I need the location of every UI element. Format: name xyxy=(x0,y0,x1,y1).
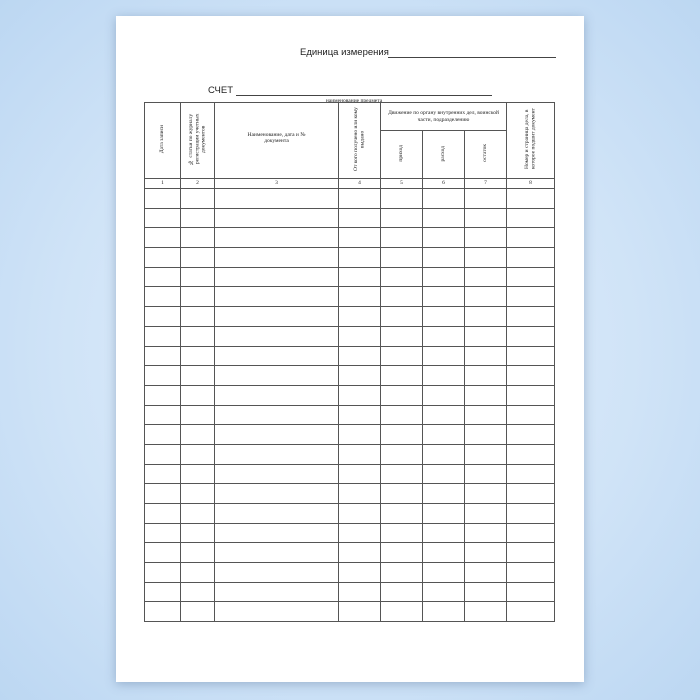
table-cell[interactable] xyxy=(181,464,215,484)
table-cell[interactable] xyxy=(215,307,339,327)
table-cell[interactable] xyxy=(339,267,381,287)
table-row xyxy=(145,504,555,524)
account-line xyxy=(208,85,492,99)
table-cell[interactable] xyxy=(507,563,555,583)
column-number: 3 xyxy=(215,179,339,189)
table-cell[interactable] xyxy=(465,287,507,307)
table-cell[interactable] xyxy=(215,189,339,209)
table-cell[interactable] xyxy=(181,582,215,602)
col-header-date: Дата записи xyxy=(145,103,181,179)
table-row xyxy=(145,582,555,602)
col-header-income: приход xyxy=(381,131,423,179)
table-cell[interactable] xyxy=(507,189,555,209)
table-cell[interactable] xyxy=(507,366,555,386)
table-cell[interactable] xyxy=(339,366,381,386)
table-cell[interactable] xyxy=(145,248,181,268)
table-cell[interactable] xyxy=(381,287,423,307)
table-cell[interactable] xyxy=(423,228,465,248)
table-cell[interactable] xyxy=(423,208,465,228)
table-cell[interactable] xyxy=(507,543,555,563)
table-cell[interactable] xyxy=(423,425,465,445)
table-cell[interactable] xyxy=(507,444,555,464)
table-cell[interactable] xyxy=(381,563,423,583)
table-cell[interactable] xyxy=(339,504,381,524)
table-cell[interactable] xyxy=(181,523,215,543)
table-cell[interactable] xyxy=(507,228,555,248)
table-cell[interactable] xyxy=(145,189,181,209)
table-cell[interactable] xyxy=(507,405,555,425)
table-cell[interactable] xyxy=(507,385,555,405)
table-cell[interactable] xyxy=(181,248,215,268)
table-cell[interactable] xyxy=(423,248,465,268)
table-cell[interactable] xyxy=(507,602,555,622)
table-cell[interactable] xyxy=(145,543,181,563)
table-cell[interactable] xyxy=(215,484,339,504)
table-cell[interactable] xyxy=(423,484,465,504)
table-cell[interactable] xyxy=(507,267,555,287)
register-sheet xyxy=(116,16,584,682)
table-cell[interactable] xyxy=(215,602,339,622)
table-row xyxy=(145,543,555,563)
table-row xyxy=(145,287,555,307)
table-cell[interactable] xyxy=(507,484,555,504)
table-cell[interactable] xyxy=(465,582,507,602)
table-row xyxy=(145,563,555,583)
table-cell[interactable] xyxy=(465,208,507,228)
table-cell[interactable] xyxy=(465,228,507,248)
table-cell[interactable] xyxy=(507,307,555,327)
table-cell[interactable] xyxy=(339,484,381,504)
table-cell[interactable] xyxy=(465,444,507,464)
table-cell[interactable] xyxy=(181,563,215,583)
table-cell[interactable] xyxy=(381,504,423,524)
column-number: 6 xyxy=(423,179,465,189)
table-row xyxy=(145,267,555,287)
table-cell[interactable] xyxy=(465,523,507,543)
table-cell[interactable] xyxy=(215,464,339,484)
table-cell[interactable] xyxy=(181,602,215,622)
column-number: 2 xyxy=(181,179,215,189)
table-cell[interactable] xyxy=(381,484,423,504)
table-cell[interactable] xyxy=(423,287,465,307)
table-cell[interactable] xyxy=(381,385,423,405)
table-cell[interactable] xyxy=(507,346,555,366)
table-cell[interactable] xyxy=(145,425,181,445)
table-cell[interactable] xyxy=(339,582,381,602)
table-cell[interactable] xyxy=(507,208,555,228)
column-number: 1 xyxy=(145,179,181,189)
table-cell[interactable] xyxy=(381,444,423,464)
account-label: СЧЕТ xyxy=(208,85,234,96)
table-cell[interactable] xyxy=(145,464,181,484)
col-header-expense: расход xyxy=(423,131,465,179)
table-cell[interactable] xyxy=(181,208,215,228)
table-row xyxy=(145,425,555,445)
table-cell[interactable] xyxy=(181,366,215,386)
table-cell[interactable] xyxy=(145,366,181,386)
table-cell[interactable] xyxy=(465,267,507,287)
table-cell[interactable] xyxy=(181,267,215,287)
column-number: 4 xyxy=(339,179,381,189)
table-cell[interactable] xyxy=(381,425,423,445)
table-cell[interactable] xyxy=(423,582,465,602)
table-cell[interactable] xyxy=(181,425,215,445)
table-cell[interactable] xyxy=(215,504,339,524)
table-cell[interactable] xyxy=(465,366,507,386)
table-cell[interactable] xyxy=(339,602,381,622)
table-cell[interactable] xyxy=(381,326,423,346)
table-cell[interactable] xyxy=(507,523,555,543)
table-cell[interactable] xyxy=(381,228,423,248)
table-cell[interactable] xyxy=(339,563,381,583)
table-cell[interactable] xyxy=(339,425,381,445)
table-cell[interactable] xyxy=(465,385,507,405)
table-row xyxy=(145,385,555,405)
table-cell[interactable] xyxy=(423,543,465,563)
table-cell[interactable] xyxy=(507,504,555,524)
table-cell[interactable] xyxy=(181,504,215,524)
table-cell[interactable] xyxy=(339,326,381,346)
table-cell[interactable] xyxy=(507,425,555,445)
table-cell[interactable] xyxy=(465,484,507,504)
table-row xyxy=(145,346,555,366)
table-cell[interactable] xyxy=(381,346,423,366)
table-cell[interactable] xyxy=(181,385,215,405)
table-cell[interactable] xyxy=(215,444,339,464)
table-cell[interactable] xyxy=(381,189,423,209)
table-cell[interactable] xyxy=(507,287,555,307)
table-cell[interactable] xyxy=(381,366,423,386)
column-number-row xyxy=(145,179,555,189)
table-cell[interactable] xyxy=(339,248,381,268)
table-cell[interactable] xyxy=(465,248,507,268)
table-cell[interactable] xyxy=(339,346,381,366)
table-cell[interactable] xyxy=(339,444,381,464)
table-cell[interactable] xyxy=(145,504,181,524)
table-cell[interactable] xyxy=(465,307,507,327)
table-cell[interactable] xyxy=(339,208,381,228)
table-cell[interactable] xyxy=(381,267,423,287)
table-cell[interactable] xyxy=(215,543,339,563)
table-row xyxy=(145,366,555,386)
table-cell[interactable] xyxy=(145,287,181,307)
table-cell[interactable] xyxy=(145,267,181,287)
table-cell[interactable] xyxy=(423,563,465,583)
column-number: 5 xyxy=(381,179,423,189)
table-cell[interactable] xyxy=(423,523,465,543)
table-cell[interactable] xyxy=(145,346,181,366)
table-row xyxy=(145,484,555,504)
table-cell[interactable] xyxy=(215,287,339,307)
table-cell[interactable] xyxy=(423,385,465,405)
table-cell[interactable] xyxy=(181,287,215,307)
account-hint: наименование предмета xyxy=(325,98,383,104)
table-cell[interactable] xyxy=(181,484,215,504)
column-number: 8 xyxy=(507,179,555,189)
table-row xyxy=(145,307,555,327)
table-cell[interactable] xyxy=(507,326,555,346)
table-cell[interactable] xyxy=(145,228,181,248)
table-cell[interactable] xyxy=(215,228,339,248)
table-cell[interactable] xyxy=(381,248,423,268)
table-cell[interactable] xyxy=(145,307,181,327)
table-cell[interactable] xyxy=(215,582,339,602)
table-cell[interactable] xyxy=(215,523,339,543)
table-cell[interactable] xyxy=(181,346,215,366)
table-cell[interactable] xyxy=(339,464,381,484)
col-header-case-page: Номер и страница дела, в которое подшит документ xyxy=(507,103,555,179)
col-header-movement: Движение по органу внутренних дел, воинской части, подразделению xyxy=(381,103,507,131)
table-cell[interactable] xyxy=(465,405,507,425)
table-cell[interactable] xyxy=(145,208,181,228)
table-cell[interactable] xyxy=(423,267,465,287)
table-cell[interactable] xyxy=(465,464,507,484)
table-cell[interactable] xyxy=(215,385,339,405)
table-cell[interactable] xyxy=(339,228,381,248)
table-cell[interactable] xyxy=(339,307,381,327)
table-cell[interactable] xyxy=(507,582,555,602)
table-cell[interactable] xyxy=(423,602,465,622)
table-row xyxy=(145,189,555,209)
table-cell[interactable] xyxy=(181,189,215,209)
table-cell[interactable] xyxy=(381,602,423,622)
table-cell[interactable] xyxy=(465,563,507,583)
table-cell[interactable] xyxy=(145,523,181,543)
col-header-journal-no: № статьи по журналу регистрации учетных документов xyxy=(181,103,215,179)
table-cell[interactable] xyxy=(339,287,381,307)
table-cell[interactable] xyxy=(465,326,507,346)
table-cell[interactable] xyxy=(381,464,423,484)
account-field[interactable] xyxy=(236,95,492,96)
table-cell[interactable] xyxy=(215,326,339,346)
table-cell[interactable] xyxy=(145,602,181,622)
table-cell[interactable] xyxy=(465,425,507,445)
table-cell[interactable] xyxy=(381,582,423,602)
table-cell[interactable] xyxy=(507,464,555,484)
table-cell[interactable] xyxy=(465,346,507,366)
unit-of-measure-field[interactable] xyxy=(388,57,556,58)
table-cell[interactable] xyxy=(339,543,381,563)
table-cell[interactable] xyxy=(423,326,465,346)
table-cell[interactable] xyxy=(145,484,181,504)
table-row xyxy=(145,464,555,484)
column-number: 7 xyxy=(465,179,507,189)
table-cell[interactable] xyxy=(215,248,339,268)
table-row xyxy=(145,208,555,228)
table-cell[interactable] xyxy=(381,523,423,543)
table-cell[interactable] xyxy=(215,366,339,386)
table-cell[interactable] xyxy=(145,385,181,405)
unit-of-measure-label: Единица измерения xyxy=(300,47,389,58)
table-row xyxy=(145,326,555,346)
table-cell[interactable] xyxy=(423,464,465,484)
table-cell[interactable] xyxy=(423,366,465,386)
table-cell[interactable] xyxy=(181,307,215,327)
table-cell[interactable] xyxy=(423,346,465,366)
table-cell[interactable] xyxy=(145,563,181,583)
col-header-doc-name: Наименование, дата и № документа xyxy=(215,103,339,179)
table-cell[interactable] xyxy=(215,405,339,425)
table-cell[interactable] xyxy=(181,326,215,346)
ledger-table xyxy=(144,102,555,622)
table-cell[interactable] xyxy=(465,543,507,563)
table-cell[interactable] xyxy=(381,543,423,563)
col-header-balance: остаток xyxy=(465,131,507,179)
table-row xyxy=(145,523,555,543)
table-cell[interactable] xyxy=(423,405,465,425)
table-cell[interactable] xyxy=(145,405,181,425)
table-cell[interactable] xyxy=(465,189,507,209)
table-row xyxy=(145,228,555,248)
table-cell[interactable] xyxy=(507,248,555,268)
table-cell[interactable] xyxy=(181,228,215,248)
table-cell[interactable] xyxy=(381,208,423,228)
table-cell[interactable] xyxy=(215,425,339,445)
table-cell[interactable] xyxy=(215,208,339,228)
table-row xyxy=(145,248,555,268)
table-cell[interactable] xyxy=(339,189,381,209)
table-cell[interactable] xyxy=(423,444,465,464)
col-header-from-whom: От кого получено или кому выдано xyxy=(339,103,381,179)
table-cell[interactable] xyxy=(339,385,381,405)
table-cell[interactable] xyxy=(465,504,507,524)
table-cell[interactable] xyxy=(339,523,381,543)
table-cell[interactable] xyxy=(381,307,423,327)
table-cell[interactable] xyxy=(339,405,381,425)
unit-of-measure-line xyxy=(300,47,556,61)
table-cell[interactable] xyxy=(145,326,181,346)
table-cell[interactable] xyxy=(215,267,339,287)
table-cell[interactable] xyxy=(181,405,215,425)
table-cell[interactable] xyxy=(465,602,507,622)
table-cell[interactable] xyxy=(145,444,181,464)
table-cell[interactable] xyxy=(381,405,423,425)
table-cell[interactable] xyxy=(215,563,339,583)
table-cell[interactable] xyxy=(423,307,465,327)
table-row xyxy=(145,444,555,464)
table-cell[interactable] xyxy=(181,543,215,563)
table-row xyxy=(145,405,555,425)
table-cell[interactable] xyxy=(215,346,339,366)
table-cell[interactable] xyxy=(181,444,215,464)
table-row xyxy=(145,602,555,622)
table-cell[interactable] xyxy=(423,504,465,524)
table-cell[interactable] xyxy=(423,189,465,209)
table-cell[interactable] xyxy=(145,582,181,602)
